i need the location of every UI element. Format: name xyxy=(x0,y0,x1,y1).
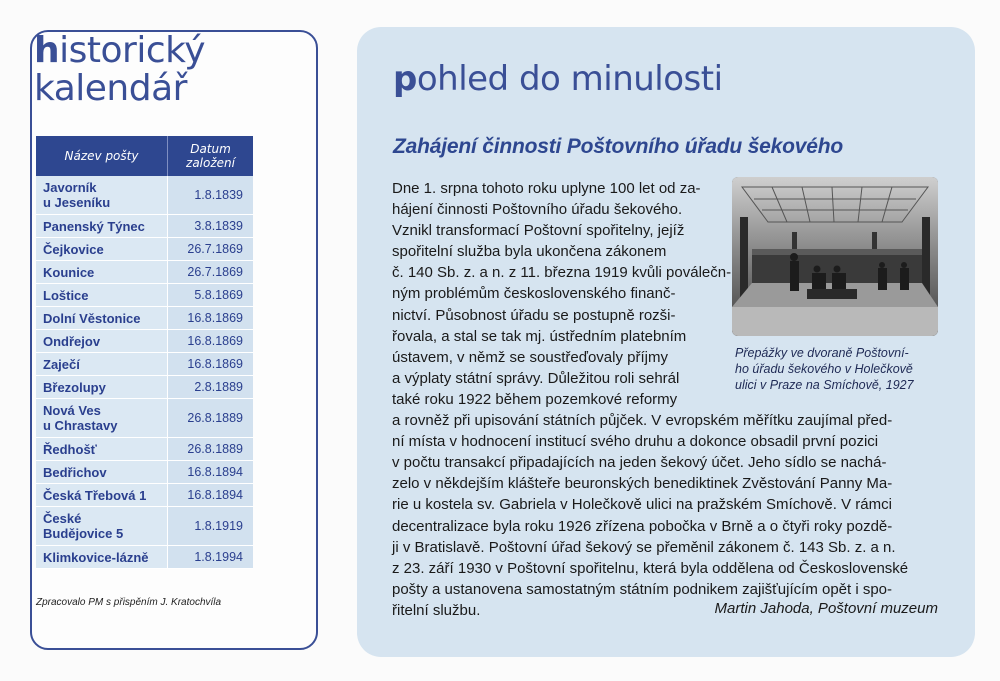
article-text-line: rie u kostela sv. Gabriela v Holečkově ulici na pražském Smíchově. V rámci xyxy=(392,496,892,514)
founding-date: 5.8.1869 xyxy=(168,284,254,307)
post-office-name-line: Dolní Věstonice xyxy=(43,310,141,326)
article-text-line: také roku 1922 během pozemkové reformy xyxy=(392,390,678,408)
caption-line: ulici v Praze na Smíchově, 1927 xyxy=(735,378,914,392)
header-founding-date xyxy=(168,136,254,176)
table-row xyxy=(36,546,253,569)
founding-date: 1.8.1919 xyxy=(168,507,254,546)
post-office-name xyxy=(36,284,168,307)
table-row xyxy=(36,261,253,284)
post-office-name xyxy=(36,546,168,569)
post-office-name-line: Loštice xyxy=(43,287,89,303)
section-title-initial: p xyxy=(393,59,417,99)
post-office-name-line: Javorník xyxy=(43,180,97,195)
founding-date: 16.8.1894 xyxy=(168,461,254,484)
table-row xyxy=(36,238,253,261)
article-panel xyxy=(357,27,975,657)
post-office-name-line: Bedřichov xyxy=(43,464,107,480)
article-headline: Zahájení činnosti Poštovního úřadu šekového xyxy=(393,135,843,158)
table-body xyxy=(36,176,253,569)
post-office-name-line: Budějovice 5 xyxy=(43,526,124,541)
post-office-name xyxy=(36,176,168,215)
post-office-name-line: Březolupy xyxy=(43,379,106,395)
header-date-line2: založení xyxy=(186,156,235,170)
article-text-line: decentralizace byla roku 1926 zřízena pobočka v Brně a o čtyři roky pozdě- xyxy=(392,517,893,535)
article-text-line: řovala, a stal se tak mj. ústředním platebním xyxy=(392,327,687,345)
post-office-name-line: České xyxy=(43,511,82,526)
post-office-name xyxy=(36,484,168,507)
founding-date: 26.8.1889 xyxy=(168,438,254,461)
table-row xyxy=(36,484,253,507)
post-office-name-line: Čejkovice xyxy=(43,241,104,257)
table-row xyxy=(36,284,253,307)
post-office-name-line: Zaječí xyxy=(43,356,80,372)
post-office-name-line: Česká Třebová 1 xyxy=(43,487,147,503)
founding-date: 26.7.1869 xyxy=(168,238,254,261)
article-text-line: Vznikl transformací Poštovní spořitelny, jejíž xyxy=(392,222,685,240)
caption-line: Přepážky ve dvoraně Poštovní- xyxy=(735,346,909,360)
article-text-line: ní místa v hodnocení institucí svého druhu a dokonce obsadil první pozici xyxy=(392,433,879,451)
header-post-name: Název pošty xyxy=(36,136,168,176)
article-text-line: v počtu transakcí připadajících na jeden šekový účet. Jeho sídlo se nachá- xyxy=(392,454,887,472)
post-office-name-line: Ondřejov xyxy=(43,333,101,349)
article-text-line: řitelní službu. xyxy=(392,601,481,619)
section-title-rest: ohled do minulosti xyxy=(416,59,723,99)
post-office-name xyxy=(36,353,168,376)
calendar-title-line2: kalendář xyxy=(34,68,187,109)
article-text-line: a rovněž při upisování státních půjček. V evropském měřítku zaujímal před- xyxy=(392,412,893,430)
founding-date: 26.8.1889 xyxy=(168,399,254,438)
post-office-name xyxy=(36,438,168,461)
post-office-name-line: Panenský Týnec xyxy=(43,218,145,234)
table-row xyxy=(36,330,253,353)
post-office-name-line: Ředhošť xyxy=(43,441,97,457)
article-text-line: hájení činnosti Poštovního úřadu šekového. xyxy=(392,201,683,219)
calendar-title xyxy=(34,32,205,108)
founding-date: 16.8.1869 xyxy=(168,353,254,376)
article-text-line: č. 140 Sb. z. a n. z 11. března 1919 kvůli poválečn- xyxy=(392,264,732,282)
table-header-row xyxy=(36,136,253,176)
founding-date: 3.8.1839 xyxy=(168,215,254,238)
article-text-line: Dne 1. srpna tohoto roku uplyne 100 let od za- xyxy=(392,180,701,197)
table-row xyxy=(36,353,253,376)
post-office-table xyxy=(36,136,253,569)
founding-date: 1.8.1839 xyxy=(168,176,254,215)
section-title xyxy=(393,59,723,99)
post-office-name-line: Kounice xyxy=(43,264,95,280)
header-date-line1: Datum xyxy=(190,142,231,156)
table-row xyxy=(36,215,253,238)
article-text-line: spořitelní služba byla ukončena zákonem xyxy=(392,243,667,261)
calendar-title-initial: h xyxy=(34,30,60,71)
post-office-name xyxy=(36,376,168,399)
founding-date: 16.8.1869 xyxy=(168,307,254,330)
table-row xyxy=(36,461,253,484)
post-office-name xyxy=(36,461,168,484)
post-office-name xyxy=(36,330,168,353)
article-text-line: ným problémům československého finanč- xyxy=(392,285,676,303)
article-text-line: ústavem, v němž se soustřeďovaly příjmy xyxy=(392,348,668,366)
founding-date: 2.8.1889 xyxy=(168,376,254,399)
post-office-name-line: Klimkovice-lázně xyxy=(43,549,149,565)
table-row xyxy=(36,307,253,330)
founding-date: 26.7.1869 xyxy=(168,261,254,284)
post-office-name xyxy=(36,238,168,261)
table-row xyxy=(36,438,253,461)
calendar-title-rest: istorický xyxy=(59,30,206,71)
founding-date: 16.8.1869 xyxy=(168,330,254,353)
table-row xyxy=(36,176,253,215)
caption-line: ho úřadu šekového v Holečkově xyxy=(735,362,913,376)
table-row xyxy=(36,399,253,438)
table-row xyxy=(36,376,253,399)
post-office-name-line: Nová Ves xyxy=(43,403,101,418)
founding-date: 1.8.1994 xyxy=(168,546,254,569)
post-office-name xyxy=(36,261,168,284)
calendar-footnote: Zpracovalo PM s přispěním J. Kratochvíla xyxy=(36,597,222,608)
article-text-line: nictví. Působnost úřadu se postupně rozši- xyxy=(392,306,676,324)
post-office-name-line: u Jeseníku xyxy=(43,195,111,210)
post-office-name xyxy=(36,215,168,238)
article-text-line: pošty a ustanovena samostatným státním podnikem zajišťujícím opět i spo- xyxy=(392,580,893,598)
post-office-name xyxy=(36,399,168,438)
post-office-name xyxy=(36,307,168,330)
article-text-line: a výplaty státní správy. Důležitou roli sehrál xyxy=(392,369,680,387)
article-author: Martin Jahoda, Poštovní muzeum xyxy=(714,600,938,617)
article-text-line: z 23. září 1930 v Poštovní spořitelnu, která byla oddělena od Československé xyxy=(392,559,909,577)
article-text-line: zelo v někdejším klášteře beuronských benediktinek Zvěstování Panny Ma- xyxy=(392,475,893,493)
article-body xyxy=(392,178,952,621)
post-office-name-line: u Chrastavy xyxy=(43,418,118,433)
article-text-line: ji v Bratislavě. Poštovní úřad šekový se přeměnil zákonem č. 143 Sb. z. a n. xyxy=(392,538,896,556)
table-row xyxy=(36,507,253,546)
post-office-name xyxy=(36,507,168,546)
founding-date: 16.8.1894 xyxy=(168,484,254,507)
